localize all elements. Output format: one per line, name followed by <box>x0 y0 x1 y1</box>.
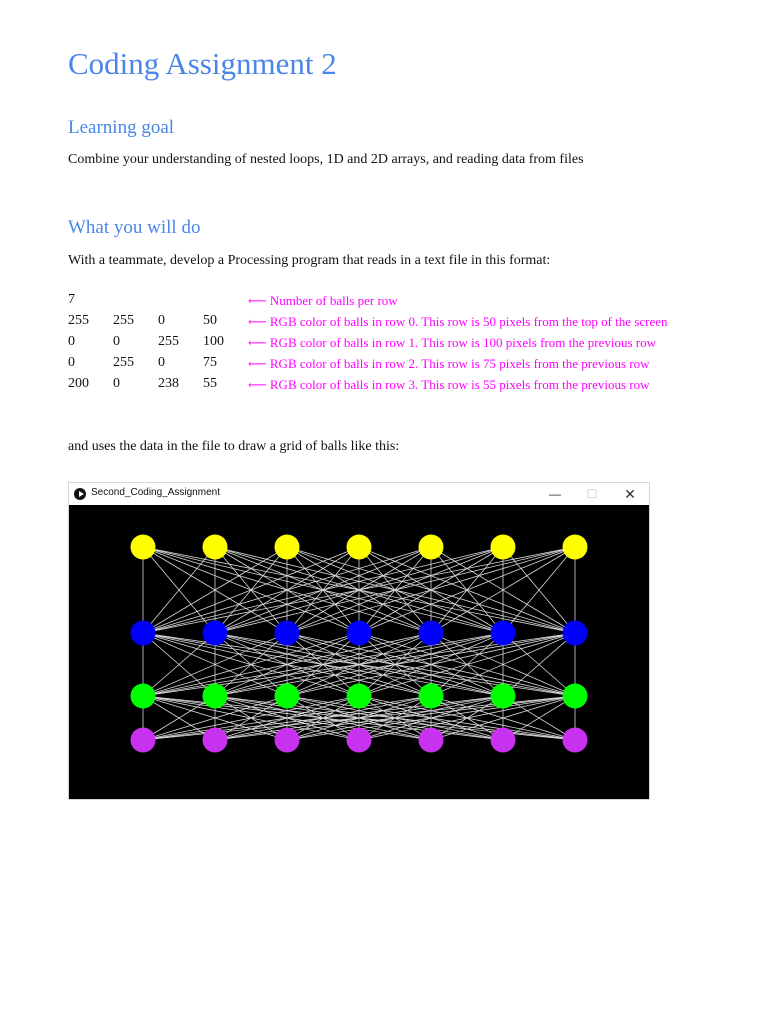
file-format-row <box>68 376 748 397</box>
format-value: 238 <box>158 376 179 391</box>
ball <box>347 728 372 753</box>
maximize-button[interactable]: ☐ <box>586 487 598 501</box>
sketch-canvas <box>69 505 649 799</box>
ball <box>275 728 300 753</box>
ball <box>491 621 516 646</box>
window-titlebar[interactable] <box>69 483 649 505</box>
ball <box>419 621 444 646</box>
ball <box>131 728 156 753</box>
format-value: 7 <box>68 292 75 307</box>
ball <box>275 684 300 709</box>
format-annotation: ⟵ RGB color of balls in row 1. This row is 100 pixels from the previous row <box>248 335 656 350</box>
format-value: 0 <box>158 355 165 370</box>
format-value: 100 <box>203 334 224 349</box>
outro-text: and uses the data in the file to draw a grid of balls like this: <box>68 439 400 454</box>
format-value: 0 <box>68 334 75 349</box>
ball <box>203 684 228 709</box>
format-value: 50 <box>203 313 217 328</box>
ball <box>203 535 228 560</box>
format-value: 200 <box>68 376 89 391</box>
ball-grid-drawing <box>69 505 649 799</box>
file-format-row <box>68 334 748 355</box>
ball <box>131 621 156 646</box>
format-value: 0 <box>113 376 120 391</box>
ball <box>563 535 588 560</box>
format-value: 0 <box>158 313 165 328</box>
file-format-row <box>68 292 748 313</box>
ball <box>491 728 516 753</box>
what-you-will-do-heading: What you will do <box>68 217 201 238</box>
format-value: 255 <box>113 355 134 370</box>
ball <box>347 621 372 646</box>
ball <box>131 684 156 709</box>
learning-goal-text: Combine your understanding of nested loops, 1D and 2D arrays, and reading data from files <box>68 152 584 167</box>
ball <box>275 621 300 646</box>
ball <box>563 621 588 646</box>
format-value: 255 <box>68 313 89 328</box>
file-format-row <box>68 355 748 376</box>
intro-text: With a teammate, develop a Processing program that reads in a text file in this format: <box>68 253 551 268</box>
ball <box>203 728 228 753</box>
minimize-button[interactable]: — <box>549 487 561 501</box>
ball <box>419 728 444 753</box>
format-annotation: ⟵ RGB color of balls in row 3. This row is 55 pixels from the previous row <box>248 377 650 392</box>
file-format-row <box>68 313 748 334</box>
ball <box>275 535 300 560</box>
processing-app-icon <box>74 488 86 500</box>
ball <box>347 535 372 560</box>
format-value: 0 <box>68 355 75 370</box>
format-value: 55 <box>203 376 217 391</box>
ball <box>203 621 228 646</box>
ball <box>563 684 588 709</box>
close-button[interactable]: ✕ <box>624 486 636 502</box>
ball <box>419 684 444 709</box>
format-value: 0 <box>113 334 120 349</box>
ball <box>491 535 516 560</box>
ball <box>563 728 588 753</box>
format-annotation: ⟵ Number of balls per row <box>248 293 398 308</box>
format-annotation: ⟵ RGB color of balls in row 2. This row is 75 pixels from the previous row <box>248 356 650 371</box>
format-value: 255 <box>158 334 179 349</box>
ball <box>419 535 444 560</box>
file-format-table <box>68 292 748 397</box>
format-annotation: ⟵ RGB color of balls in row 0. This row is 50 pixels from the top of the screen <box>248 314 668 329</box>
learning-goal-heading: Learning goal <box>68 117 175 138</box>
ball <box>131 535 156 560</box>
ball <box>491 684 516 709</box>
format-value: 255 <box>113 313 134 328</box>
app-window-screenshot <box>68 482 650 800</box>
ball <box>347 684 372 709</box>
format-value: 75 <box>203 355 217 370</box>
page-title: Coding Assignment 2 <box>68 46 337 81</box>
window-title: Second_Coding_Assignment <box>91 487 220 498</box>
